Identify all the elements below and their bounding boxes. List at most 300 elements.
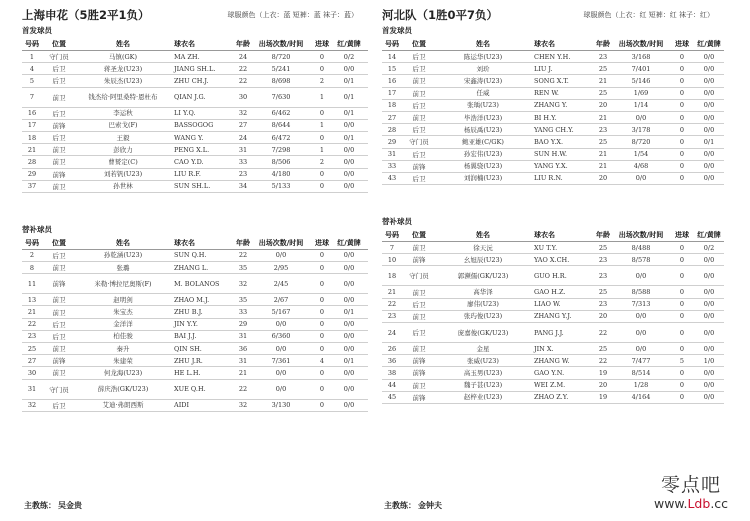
- column-header-cards: 红/黄牌: [337, 40, 361, 48]
- player-appearances: 0/0: [635, 271, 647, 280]
- player-row: [382, 112, 724, 124]
- player-number: 25: [27, 344, 37, 353]
- player-shirt-name: ZHANG Y.: [534, 101, 568, 110]
- player-position: 前卫: [52, 182, 66, 191]
- player-name: 巴索戈(F): [108, 121, 138, 130]
- player-row: [382, 367, 724, 379]
- watermark-url-prefix: www.: [653, 496, 688, 511]
- player-age: 23: [598, 125, 608, 134]
- player-age: 25: [598, 243, 608, 252]
- player-name: 高华泽: [473, 288, 493, 297]
- column-header-name: 姓名: [116, 40, 130, 48]
- kit-colors: 球服颜色（上衣：红 短裤：红 袜子：红）: [583, 11, 714, 19]
- player-position: 前卫: [52, 158, 66, 167]
- player-shirt-name: QIN SH.: [174, 344, 202, 353]
- player-shirt-name: SUN Q.H.: [174, 251, 207, 260]
- player-row: [22, 51, 368, 63]
- player-cards: 0/1: [343, 308, 355, 317]
- player-appearances: 5/133: [271, 182, 291, 191]
- player-cards: 0/0: [703, 271, 715, 280]
- player-age: 22: [238, 64, 248, 73]
- coach-label: 主教练：: [384, 501, 416, 510]
- player-appearances: 0/0: [275, 344, 287, 353]
- player-shirt-name: PENG X.L.: [174, 145, 210, 154]
- player-name: 郭濒儒(GK/U23): [457, 271, 509, 280]
- player-age: 24: [238, 52, 248, 61]
- player-cards: 0/0: [703, 76, 715, 85]
- player-row: [22, 169, 368, 181]
- player-row: [382, 286, 724, 298]
- player-position: 前锋: [52, 280, 66, 289]
- head-coach-away: [382, 500, 442, 511]
- player-age: 29: [238, 320, 248, 329]
- column-header-goals: 进球: [675, 40, 689, 48]
- player-appearances: 8/720: [271, 52, 291, 61]
- player-cards: 0/0: [343, 385, 355, 394]
- player-name: 米勒·博拉尼奥斯(F): [94, 279, 152, 288]
- column-header-appearances: 出场次数/时间: [618, 40, 664, 48]
- player-position: 前卫: [52, 369, 66, 378]
- player-goals: 0: [679, 64, 685, 73]
- player-position: 守门员: [49, 385, 69, 394]
- player-number: 8: [29, 263, 35, 272]
- player-shirt-name: HE L.H.: [174, 368, 201, 377]
- player-name: 廖伟(U23): [467, 300, 499, 309]
- player-age: 25: [598, 288, 608, 297]
- player-shirt-name: BAO Y.X.: [534, 137, 564, 146]
- player-row: [22, 132, 368, 144]
- player-row: [382, 173, 724, 185]
- player-number: 28: [27, 157, 37, 166]
- player-cards: 0/0: [703, 393, 715, 402]
- player-name: 庞嘉俊(GK/U23): [457, 328, 509, 337]
- player-age: 21: [598, 150, 608, 159]
- player-shirt-name: ZHAO Z.Y.: [534, 393, 569, 402]
- player-position: 后卫: [412, 329, 426, 337]
- player-goals: 0: [319, 308, 325, 317]
- player-name: 蒋圣龙(U23): [103, 64, 143, 73]
- watermark-url: [636, 496, 746, 511]
- player-shirt-name: SONG X.T.: [534, 76, 569, 85]
- player-name: 金洋洋: [113, 320, 133, 329]
- player-number: 29: [27, 170, 37, 179]
- player-goals: 5: [679, 356, 685, 365]
- player-shirt-name: WANG Y.: [174, 133, 204, 142]
- column-header-age: 年龄: [236, 40, 250, 48]
- player-age: 27: [238, 121, 248, 130]
- player-name: 孙乾涵(U23): [103, 251, 143, 260]
- player-row: [382, 88, 724, 100]
- player-position: 后卫: [52, 251, 66, 260]
- player-number: 18: [387, 271, 397, 280]
- column-header-goals: 进球: [675, 231, 689, 240]
- player-number: 16: [387, 76, 397, 85]
- player-number: 36: [387, 356, 397, 365]
- coach-name: 金钟夫: [418, 501, 442, 510]
- column-header-position: 位置: [412, 231, 426, 240]
- player-row: [382, 242, 724, 254]
- player-row: [22, 367, 368, 379]
- player-goals: 0: [319, 64, 325, 73]
- player-age: 23: [598, 255, 608, 264]
- site-watermark: [636, 474, 746, 518]
- player-appearances: 8/506: [271, 157, 291, 166]
- player-name: 张威(U23): [467, 356, 499, 365]
- player-appearances: 5/146: [631, 76, 651, 85]
- player-number: 23: [387, 312, 397, 321]
- player-row: [22, 274, 368, 294]
- player-age: 23: [598, 300, 608, 309]
- player-goals: 0: [679, 125, 685, 134]
- team-title: 上海申花（5胜2平1负）: [22, 8, 150, 22]
- player-name: 何龙海(U23): [103, 368, 143, 377]
- player-number: 30: [27, 368, 37, 377]
- player-age: 20: [598, 101, 608, 110]
- player-cards: 0/0: [703, 174, 715, 183]
- player-name: 赵明剑: [113, 295, 133, 304]
- player-age: 31: [238, 145, 248, 154]
- coach-name: 吴金贵: [58, 501, 82, 510]
- player-goals: 2: [319, 157, 325, 166]
- player-shirt-name: WEI Z.M.: [534, 381, 566, 390]
- player-position: 前卫: [52, 146, 66, 155]
- player-position: 前卫: [52, 93, 66, 102]
- player-name: 徐天沅: [473, 243, 493, 252]
- player-name: 张瑀(U23): [467, 101, 499, 110]
- player-name: 秦升: [116, 344, 130, 353]
- watermark-chinese: 零点吧: [660, 474, 721, 496]
- player-cards: 0/0: [343, 279, 355, 288]
- player-position: 前锋: [412, 369, 426, 378]
- player-cards: 0/0: [343, 332, 355, 341]
- team-header: [22, 6, 368, 24]
- player-number: 43: [387, 174, 397, 183]
- player-name: 张玙俊(U23): [463, 312, 503, 321]
- player-row: [382, 63, 724, 75]
- player-name: 孙世林: [113, 182, 133, 191]
- player-appearances: 1/54: [633, 150, 649, 159]
- player-cards: 0/0: [703, 288, 715, 297]
- player-cards: 0/0: [343, 251, 355, 260]
- player-age: 23: [598, 271, 608, 280]
- player-goals: 0: [319, 263, 325, 272]
- player-number: 13: [27, 295, 37, 304]
- player-appearances: 0/0: [275, 368, 287, 377]
- player-appearances: 0/0: [635, 328, 647, 337]
- player-number: 44: [387, 381, 397, 390]
- player-position: 前锋: [52, 170, 66, 179]
- player-shirt-name: LIU J.: [534, 64, 553, 73]
- player-age: 25: [598, 64, 608, 73]
- player-position: 后卫: [52, 332, 66, 341]
- player-shirt-name: ZHAO M.J.: [174, 295, 210, 304]
- player-appearances: 2/95: [273, 263, 289, 272]
- player-shirt-name: CHEN Y.H.: [534, 52, 571, 61]
- player-goals: 0: [319, 279, 325, 288]
- player-number: 33: [387, 162, 397, 171]
- player-name: 刘玠: [476, 64, 490, 73]
- player-shirt-name: M. BOLANOS: [174, 279, 220, 288]
- player-cards: 0/0: [703, 101, 715, 110]
- table-header-row: [22, 38, 368, 51]
- player-cards: 0/0: [343, 145, 355, 154]
- player-age: 32: [238, 109, 248, 118]
- player-goals: 0: [319, 170, 325, 179]
- player-row: [382, 355, 724, 367]
- player-goals: 1: [319, 121, 325, 130]
- player-shirt-name: AIDI: [174, 401, 190, 410]
- player-appearances: 0/0: [635, 312, 647, 321]
- player-appearances: 8/720: [631, 137, 651, 146]
- player-appearances: 8/488: [631, 243, 651, 252]
- player-shirt-name: CAO Y.D.: [174, 157, 204, 166]
- team-title: 河北队（1胜0平7负）: [382, 8, 499, 22]
- player-age: 21: [238, 368, 248, 377]
- player-appearances: 7/477: [631, 356, 651, 365]
- player-shirt-name: BASSOGOG: [174, 121, 214, 130]
- player-age: 35: [238, 295, 248, 304]
- player-cards: 0/0: [343, 320, 355, 329]
- column-header-shirt-name: 球衣名: [174, 40, 195, 48]
- player-appearances: 8/698: [271, 76, 291, 85]
- player-position: 前锋: [52, 357, 66, 366]
- player-appearances: 8/514: [631, 368, 651, 377]
- player-appearances: 8/644: [271, 121, 291, 130]
- player-number: 23: [27, 332, 37, 341]
- player-goals: 0: [679, 381, 685, 390]
- column-header-number: 号码: [25, 40, 39, 48]
- player-number: 22: [27, 320, 37, 329]
- player-cards: 0/0: [703, 125, 715, 134]
- player-row: [22, 331, 368, 343]
- player-name: 任威: [476, 89, 490, 98]
- player-appearances: 7/630: [271, 93, 291, 102]
- player-appearances: 0/0: [635, 113, 647, 122]
- player-age: 22: [238, 385, 248, 394]
- column-header-shirt-name: 球衣名: [534, 231, 555, 240]
- player-row: [382, 380, 724, 392]
- player-goals: 0: [679, 271, 685, 280]
- player-cards: 0/0: [343, 401, 355, 410]
- player-row: [22, 400, 368, 412]
- player-appearances: 3/168: [631, 52, 651, 61]
- player-cards: 0/0: [703, 64, 715, 73]
- player-name: 陈运华(U23): [463, 52, 503, 61]
- player-shirt-name: PANG J.J.: [534, 328, 564, 337]
- player-cards: 0/0: [343, 295, 355, 304]
- player-position: 前锋: [412, 162, 426, 171]
- player-age: 31: [238, 332, 248, 341]
- player-position: 前卫: [52, 264, 66, 273]
- player-number: 2: [29, 251, 35, 260]
- player-shirt-name: LIAO W.: [534, 300, 561, 309]
- player-cards: 0/0: [703, 381, 715, 390]
- player-goals: 0: [319, 133, 325, 142]
- player-age: 31: [238, 356, 248, 365]
- player-shirt-name: ZHANG L.: [174, 263, 209, 272]
- player-age: 22: [238, 76, 248, 85]
- player-shirt-name: QIAN J.G.: [174, 93, 206, 102]
- player-position: 前卫: [52, 296, 66, 305]
- player-shirt-name: LIU R.F.: [174, 170, 201, 179]
- player-age: 20: [598, 312, 608, 321]
- player-cards: 0/0: [703, 328, 715, 337]
- player-appearances: 3/178: [631, 125, 651, 134]
- player-age: 23: [598, 52, 608, 61]
- player-goals: 0: [679, 174, 685, 183]
- player-goals: 0: [319, 401, 325, 410]
- player-name: 柏佳骏: [113, 332, 133, 341]
- player-appearances: 7/313: [631, 300, 651, 309]
- player-cards: 0/1: [343, 133, 355, 142]
- player-row: [382, 311, 724, 323]
- player-age: 25: [598, 137, 608, 146]
- player-goals: 0: [679, 393, 685, 402]
- player-number: 27: [387, 113, 397, 122]
- starters-table: [382, 38, 724, 185]
- player-number: 26: [387, 344, 397, 353]
- player-position: 后卫: [52, 134, 66, 143]
- player-row: [22, 262, 368, 274]
- player-goals: 0: [679, 113, 685, 122]
- starters-heading: 首发球员: [22, 26, 52, 35]
- player-position: 守门员: [409, 138, 429, 147]
- player-cards: 0/0: [703, 255, 715, 264]
- player-cards: 0/0: [703, 368, 715, 377]
- column-header-number: 号码: [25, 238, 39, 247]
- player-row: [22, 380, 368, 400]
- player-row: [22, 294, 368, 306]
- player-shirt-name: YANG Y.X.: [534, 162, 568, 171]
- player-cards: 0/0: [703, 150, 715, 159]
- player-cards: 0/0: [703, 162, 715, 171]
- player-position: 后卫: [412, 101, 426, 110]
- player-number: 38: [387, 368, 397, 377]
- player-goals: 0: [319, 368, 325, 377]
- player-goals: 0: [319, 182, 325, 191]
- player-appearances: 4/164: [631, 393, 651, 402]
- column-header-number: 号码: [385, 40, 399, 48]
- player-name: 刘若钒(U23): [103, 170, 143, 179]
- team-panel-home: [22, 6, 368, 412]
- player-shirt-name: SUN H.W.: [534, 150, 568, 159]
- column-header-cards: 红/黄牌: [697, 40, 721, 48]
- player-row: [22, 181, 368, 193]
- player-appearances: 3/130: [271, 401, 291, 410]
- player-goals: 1: [319, 93, 325, 102]
- player-goals: 0: [679, 328, 685, 337]
- player-row: [22, 120, 368, 132]
- player-row: [382, 51, 724, 63]
- player-shirt-name: GAO Y.N.: [534, 368, 565, 377]
- player-name: 杨翼骁(U23): [463, 162, 503, 171]
- player-row: [382, 124, 724, 136]
- player-goals: 0: [679, 162, 685, 171]
- player-goals: 0: [319, 295, 325, 304]
- player-position: 后卫: [412, 126, 426, 135]
- player-position: 前锋: [412, 256, 426, 265]
- player-position: 前卫: [412, 244, 426, 253]
- player-position: 前卫: [52, 308, 66, 317]
- table-header-row: [22, 237, 368, 250]
- player-cards: 0/0: [343, 121, 355, 130]
- subs-table: [22, 237, 368, 412]
- player-number: 17: [27, 121, 37, 130]
- player-row: [22, 88, 368, 108]
- player-name: 王毅: [116, 133, 130, 142]
- player-position: 后卫: [52, 320, 66, 329]
- player-cards: 0/0: [703, 344, 715, 353]
- player-position: 前锋: [412, 393, 426, 402]
- player-appearances: 8/588: [631, 288, 651, 297]
- player-row: [382, 343, 724, 355]
- player-row: [382, 149, 724, 161]
- player-cards: 0/2: [703, 243, 715, 252]
- subs-heading: 替补球员: [22, 224, 52, 234]
- player-row: [22, 306, 368, 318]
- player-number: 21: [387, 288, 397, 297]
- watermark-url-brand: Ldb: [687, 496, 711, 511]
- player-position: 后卫: [412, 300, 426, 309]
- player-number: 7: [389, 243, 395, 252]
- player-appearances: 0/0: [275, 251, 287, 260]
- player-number: 7: [29, 93, 35, 102]
- column-header-shirt-name: 球衣名: [534, 40, 555, 48]
- column-header-position: 位置: [52, 238, 66, 247]
- player-cards: 0/2: [343, 52, 355, 61]
- player-position: 前卫: [412, 381, 426, 390]
- player-shirt-name: REN W.: [534, 89, 560, 98]
- player-appearances: 2/45: [273, 279, 289, 288]
- player-position: 前卫: [412, 114, 426, 123]
- player-name: 马镇(GK): [108, 52, 138, 61]
- player-position: 守门员: [49, 53, 69, 62]
- player-number: 18: [27, 133, 37, 142]
- player-appearances: 4/180: [271, 170, 291, 179]
- player-name: 薛庆浩(GK/U23): [97, 385, 149, 394]
- player-cards: 0/1: [703, 137, 715, 146]
- player-goals: 0: [679, 312, 685, 321]
- player-cards: 0/0: [703, 89, 715, 98]
- player-position: 后卫: [52, 109, 66, 118]
- column-header-goals: 进球: [315, 238, 329, 247]
- player-shirt-name: XU T.Y.: [534, 243, 558, 252]
- player-shirt-name: MA ZH.: [174, 52, 200, 61]
- player-position: 后卫: [52, 77, 66, 86]
- player-appearances: 4/68: [633, 162, 649, 171]
- player-age: 21: [598, 76, 608, 85]
- player-appearances: 0/0: [635, 174, 647, 183]
- player-number: 32: [27, 401, 37, 410]
- player-number: 29: [387, 137, 397, 146]
- player-number: 16: [27, 109, 37, 118]
- player-number: 31: [27, 385, 37, 394]
- player-row: [22, 319, 368, 331]
- player-appearances: 5/241: [271, 64, 291, 73]
- player-appearances: 1/69: [633, 89, 649, 98]
- player-appearances: 0/0: [635, 344, 647, 353]
- player-goals: 0: [679, 150, 685, 159]
- column-header-shirt-name: 球衣名: [174, 238, 195, 247]
- player-position: 前锋: [52, 121, 66, 130]
- player-age: 20: [598, 381, 608, 390]
- player-age: 19: [598, 368, 608, 377]
- table-header-row: [382, 229, 724, 242]
- player-appearances: 7/401: [631, 64, 651, 73]
- coach-label: 主教练：: [24, 501, 56, 510]
- player-shirt-name: XUE Q.H.: [174, 385, 206, 394]
- player-shirt-name: YAO X.CH.: [534, 255, 570, 264]
